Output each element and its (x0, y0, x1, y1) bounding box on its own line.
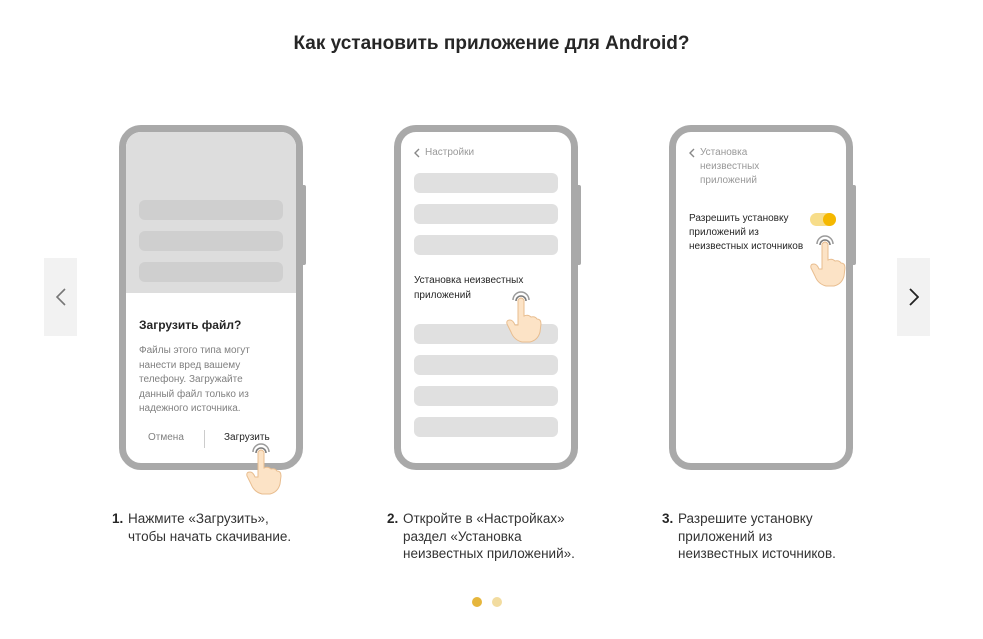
step-number: 3. (662, 511, 674, 526)
placeholder-bar (414, 173, 558, 193)
step-number: 2. (387, 511, 399, 526)
chevron-left-icon (414, 148, 420, 158)
placeholder-bar (414, 386, 558, 406)
step-number: 1. (112, 511, 124, 526)
pointing-hand-icon (242, 440, 286, 496)
phone-screen-background (126, 132, 296, 293)
placeholder-bar (414, 235, 558, 255)
back-nav[interactable] (414, 146, 474, 160)
placeholder-bar (414, 204, 558, 224)
dialog-download-button[interactable]: Загрузить (224, 432, 270, 443)
step-2 (387, 510, 575, 563)
carousel-prev-button[interactable] (44, 258, 77, 336)
placeholder-bar (414, 355, 558, 375)
page-title: Как установить приложение для Android? (293, 33, 690, 54)
pointing-hand-icon (806, 232, 850, 288)
back-label: Установка неизвестных приложений (700, 147, 760, 186)
pagination-dot-1[interactable] (472, 597, 482, 607)
placeholder-bar (139, 200, 283, 220)
settings-item-unknown-apps[interactable]: Установка неизвестных приложений (414, 275, 524, 301)
phone-illustration-settings (394, 125, 578, 470)
chevron-left-icon (56, 288, 66, 306)
back-label: Настройки (425, 147, 475, 158)
dialog-body: Файлы этого типа могут нанести вред вашему телефону. Загружайте данный файл только из надежного источника. (139, 345, 250, 414)
step-text: Откройте в «Настройках» раздел «Установка неизвестных приложений». (403, 511, 575, 561)
step-3 (662, 510, 836, 563)
placeholder-bar (139, 231, 283, 251)
dialog-title: Загрузить файл? (139, 318, 242, 332)
carousel-pagination (472, 597, 502, 607)
pointing-hand-icon (502, 288, 546, 344)
placeholder-bar (139, 262, 283, 282)
step-text: Разрешите установку приложений из неизвестных источников. (678, 511, 836, 561)
allow-install-label: Разрешить установку приложений из неизвестных источников (689, 213, 804, 252)
back-nav[interactable] (689, 146, 790, 188)
chevron-left-icon (689, 148, 695, 158)
pagination-dot-2[interactable] (492, 597, 502, 607)
toggle-knob (823, 213, 836, 226)
placeholder-bar (414, 417, 558, 437)
chevron-right-icon (909, 288, 919, 306)
step-1 (112, 510, 291, 545)
dialog-cancel-button[interactable]: Отмена (148, 432, 184, 443)
allow-install-toggle[interactable] (810, 213, 836, 226)
phone-illustration-download (119, 125, 303, 470)
phone-illustration-allow (669, 125, 853, 470)
carousel-next-button[interactable] (897, 258, 930, 336)
step-text: Нажмите «Загрузить», чтобы начать скачивание. (128, 511, 292, 544)
dialog-divider (204, 430, 205, 448)
